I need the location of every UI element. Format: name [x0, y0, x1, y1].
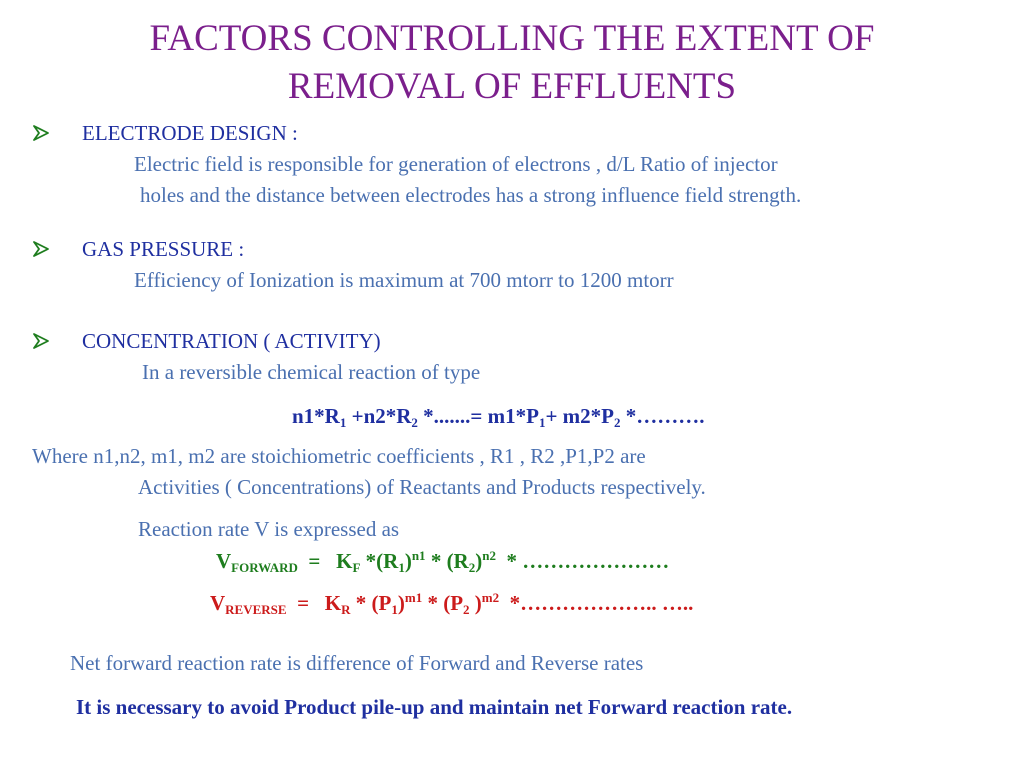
eq-sub: 2 [411, 415, 418, 430]
eq-sub: 2 [468, 560, 476, 575]
electrode-heading-sep: : [286, 121, 298, 145]
v-reverse-equation [210, 590, 693, 616]
eq-sub: FORWARD [231, 560, 298, 575]
gas-heading-text: GAS PRESSURE [82, 237, 234, 261]
eq-part: n1*R [292, 404, 340, 428]
eq-sub: 1 [538, 415, 546, 430]
eq-sub: 2 [463, 602, 470, 617]
electrode-text-line-2: holes and the distance between electrodes has a strong influence field strength. [140, 183, 802, 207]
eq-part: ) [475, 549, 483, 573]
slide-title-line-1: FACTORS CONTROLLING THE EXTENT OF [149, 18, 875, 59]
eq-sup: n2 [482, 548, 496, 563]
eq-part: * ………………… [495, 549, 670, 573]
eq-sub: REVERSE [225, 602, 287, 617]
arrow-bullet-icon [32, 240, 52, 262]
eq-part: *.......= m1*P [417, 404, 539, 428]
eq-sup: m2 [481, 590, 500, 605]
slide-title-line-2: REMOVAL OF EFFLUENTS [287, 66, 737, 107]
reaction-rate-line: Reaction rate V is expressed as [138, 517, 400, 541]
electrode-heading-text: ELECTRODE DESIGN [82, 121, 287, 145]
eq-part: = K [297, 549, 353, 573]
arrow-bullet-icon [32, 124, 52, 146]
eq-sub: F [352, 560, 361, 575]
eq-sup: n1 [411, 548, 426, 563]
reaction-equation [292, 403, 705, 429]
eq-part: *………. [620, 404, 705, 428]
net-rate-text: Net forward reaction rate is difference of Forward and Reverse rates [70, 651, 644, 675]
eq-sub: 1 [339, 415, 347, 430]
eq-part: + m2*P [545, 404, 615, 428]
where-line-2: Activities ( Concentrations) of Reactants and Products respectively. [138, 475, 706, 499]
v-forward-equation [216, 548, 669, 574]
eq-part: * (P [422, 591, 464, 615]
eq-part: = K [286, 591, 342, 615]
concentration-text-line-1: In a reversible chemical reaction of type [142, 360, 481, 384]
electrode-design-heading [82, 120, 298, 146]
eq-part: * (R [425, 549, 469, 573]
eq-sub: 1 [391, 602, 398, 617]
eq-sup: m1 [404, 590, 423, 605]
eq-part: V [210, 591, 226, 615]
gas-text-line-1: Efficiency of Ionization is maximum at 700 mtorr to 1200 mtorr [134, 268, 674, 292]
eq-part: ) [469, 591, 482, 615]
eq-part: ) [397, 591, 405, 615]
gas-pressure-heading [82, 236, 244, 262]
eq-part: V [216, 549, 232, 573]
eq-part: *(R [360, 549, 399, 573]
electrode-text-line-1: Electric field is responsible for generation of electrons , d/L Ratio of injector [134, 152, 778, 176]
eq-sub: 1 [398, 560, 405, 575]
eq-part: *……………….. ….. [499, 591, 694, 615]
where-line-1: Where n1,n2, m1, m2 are stoichiometric coefficients , R1 , R2 ,P1,P2 are [32, 444, 646, 468]
arrow-bullet-icon [32, 332, 52, 354]
eq-sub: 2 [614, 415, 621, 430]
conclusion-text: It is necessary to avoid Product pile-up and maintain net Forward reaction rate. [76, 695, 793, 719]
eq-part: ) [404, 549, 412, 573]
eq-part: * (P [350, 591, 392, 615]
concentration-heading: CONCENTRATION ( ACTIVITY) [82, 329, 381, 353]
eq-sub: R [341, 602, 351, 617]
eq-part: +n2*R [346, 404, 412, 428]
gas-heading-sep: : [233, 237, 245, 261]
